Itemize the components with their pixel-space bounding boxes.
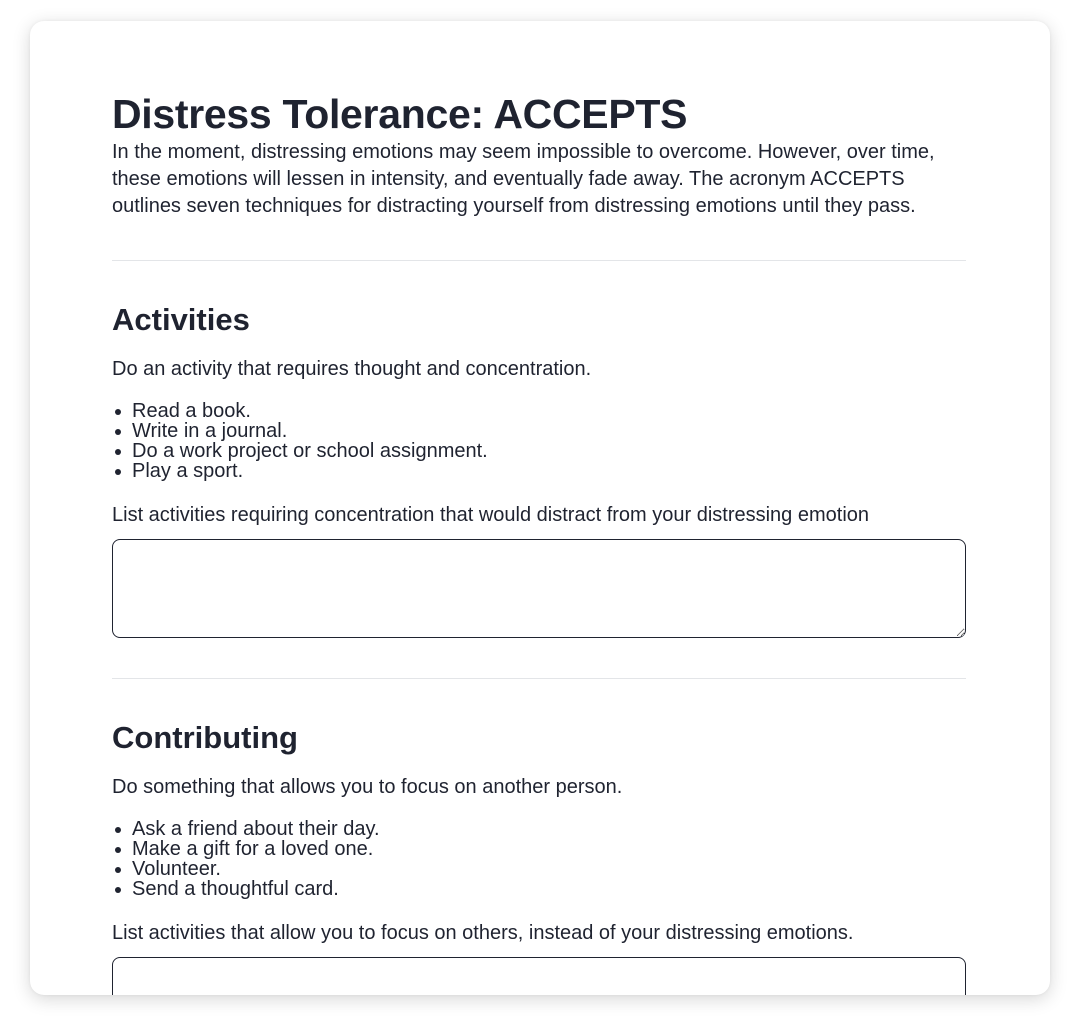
section-heading: Activities [112,302,250,337]
example-list [112,401,966,481]
section-description: Do an activity that requires thought and concentration. [112,358,592,380]
section-heading: Contributing [112,720,298,755]
list-item: Play a sport. [112,461,966,481]
section-activities [112,302,966,638]
answer-prompt: List activities requiring concentration that would distract from your distressing emotion [112,504,870,526]
section-contributing [112,720,966,995]
activities-answer-textarea[interactable] [112,539,966,638]
list-item: Volunteer. [112,859,966,879]
worksheet-content [112,91,966,995]
list-item: Ask a friend about their day. [112,819,966,839]
section-divider [112,678,966,679]
list-item: Send a thoughtful card. [112,879,966,899]
worksheet-card [30,21,1050,995]
example-list [112,819,966,899]
intro-paragraph: In the moment, distressing emotions may seem impossible to overcome. However, over time, these emotions will lessen in intensity, and eventually fade away. The acronym ACCEPTS outlines seven techniques for distracting yourself from distressing emotions until they pass. [112,141,935,217]
section-description: Do something that allows you to focus on another person. [112,776,623,798]
answer-prompt: List activities that allow you to focus on others, instead of your distressing emotions. [112,922,854,944]
list-item: Write in a journal. [112,421,966,441]
page-title: Distress Tolerance: ACCEPTS [112,91,688,137]
list-item: Read a book. [112,401,966,421]
contributing-answer-textarea[interactable] [112,957,966,995]
list-item: Do a work project or school assignment. [112,441,966,461]
list-item: Make a gift for a loved one. [112,839,966,859]
section-divider [112,260,966,261]
